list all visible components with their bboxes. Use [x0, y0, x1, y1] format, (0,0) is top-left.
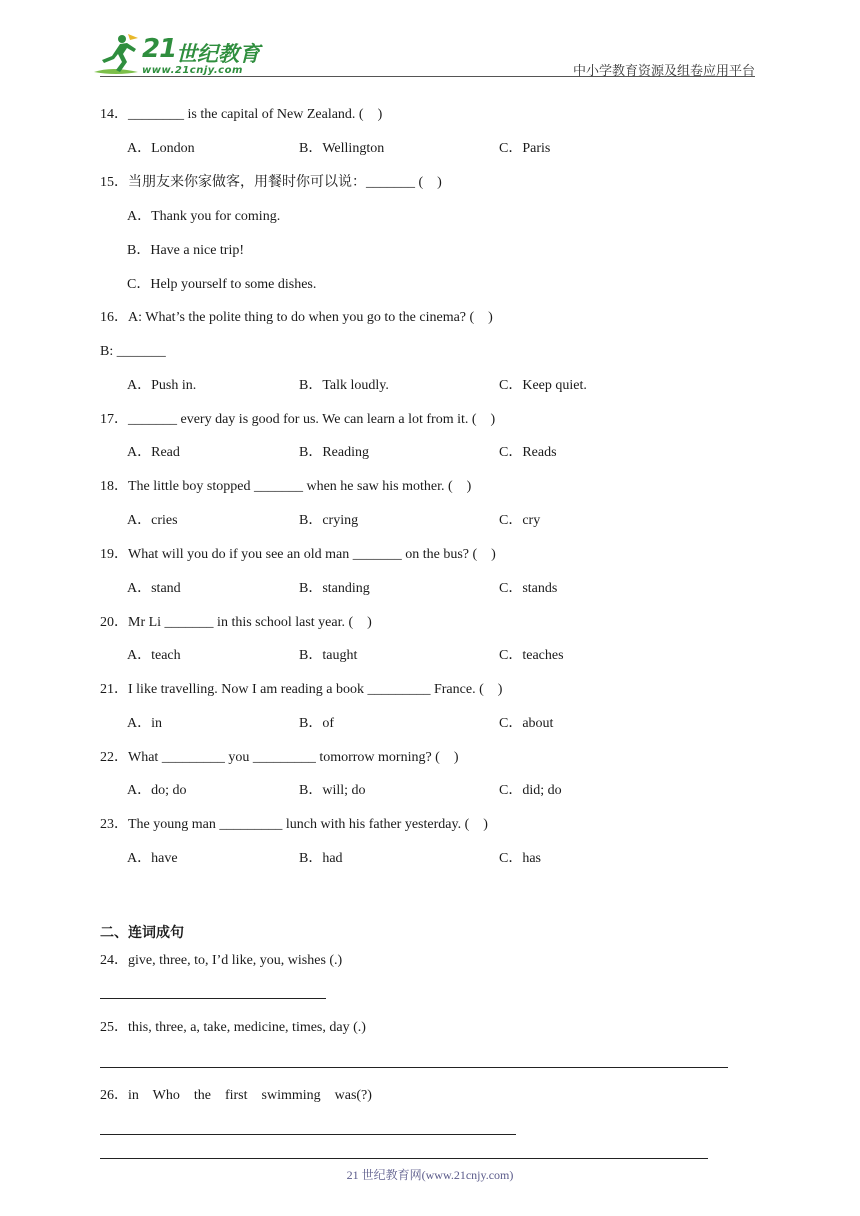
option-b: B．of: [299, 716, 334, 731]
option-a: A．have: [127, 851, 178, 866]
option-b: B．Have a nice trip!: [127, 243, 245, 258]
option-c: C．has: [499, 851, 541, 866]
option-a: A．London: [127, 141, 195, 156]
answer-line: [100, 998, 326, 999]
option-c: C．Keep quiet.: [499, 378, 587, 393]
logo-url: www.21cnjy.com: [142, 65, 243, 76]
option-b: B．had: [299, 851, 343, 866]
option-b: B．Reading: [299, 445, 369, 460]
option-a: A．teach: [127, 648, 181, 663]
question-20: 20．Mr Li _______ in this school last year. ( ): [100, 615, 372, 630]
header-platform-text: 中小学教育资源及组卷应用平台: [572, 64, 755, 79]
option-a: A．in: [127, 716, 162, 731]
question-18: 18．The little boy stopped _______ when he saw his mother. ( ): [100, 479, 472, 494]
footer-text: 21 世纪教育网(www.21cnjy.com): [346, 1168, 514, 1182]
option-c: C．did; do: [499, 783, 562, 798]
header-divider: [100, 76, 755, 77]
question-22: 22．What _________ you _________ tomorrow morning? ( ): [100, 750, 459, 765]
section-title: 二、连词成句: [100, 925, 184, 941]
question-19: 19．What will you do if you see an old man _______ on the bus? ( ): [100, 547, 496, 562]
option-c: C．Paris: [499, 141, 551, 156]
question-21: 21．I like travelling. Now I am reading a book _________ France. ( ): [100, 682, 503, 697]
option-c: C．Reads: [499, 445, 557, 460]
answer-line: [100, 1134, 516, 1135]
option-b: B．taught: [299, 648, 358, 663]
runner-logo-icon: [92, 32, 142, 78]
page-header: [0, 0, 860, 80]
question-23: 23．The young man _________ lunch with his father yesterday. ( ): [100, 817, 488, 832]
footer-divider: [100, 1158, 708, 1159]
question-14: 14．________ is the capital of New Zealand. ( ): [100, 107, 383, 122]
question-24: 24．give, three, to, I’d like, you, wishes (.): [100, 953, 343, 968]
option-a: A．Read: [127, 445, 180, 460]
question-15: 15．当朋友来你家做客，用餐时你可以说：_______ ( ): [100, 175, 442, 190]
option-a: A．cries: [127, 513, 178, 528]
option-b: B．Wellington: [299, 141, 385, 156]
option-b: B．standing: [299, 581, 370, 596]
option-b: B．will; do: [299, 783, 366, 798]
option-b: B．Talk loudly.: [299, 378, 389, 393]
question-26: 26．in Who the first swimming was(?): [100, 1088, 372, 1103]
logo-name: 世纪教育: [176, 42, 260, 66]
option-a: A．Push in.: [127, 378, 197, 393]
answer-line: [100, 1067, 728, 1068]
option-c: C．stands: [499, 581, 558, 596]
question-16-response: B: _______: [100, 344, 166, 359]
question-25: 25．this, three, a, take, medicine, times, day (.): [100, 1020, 366, 1035]
option-c: C．about: [499, 716, 554, 731]
option-c: C．cry: [499, 513, 541, 528]
option-a: A．Thank you for coming.: [127, 209, 281, 224]
option-c: C．Help yourself to some dishes.: [127, 277, 317, 292]
option-a: A．do; do: [127, 783, 187, 798]
logo-number: 21: [142, 34, 177, 64]
option-a: A．stand: [127, 581, 181, 596]
option-c: C．teaches: [499, 648, 564, 663]
question-17: 17．_______ every day is good for us. We can learn a lot from it. ( ): [100, 412, 496, 427]
question-16: 16．A: What’s the polite thing to do when you go to the cinema? ( ): [100, 310, 493, 325]
option-b: B．crying: [299, 513, 359, 528]
logo: [92, 32, 267, 78]
